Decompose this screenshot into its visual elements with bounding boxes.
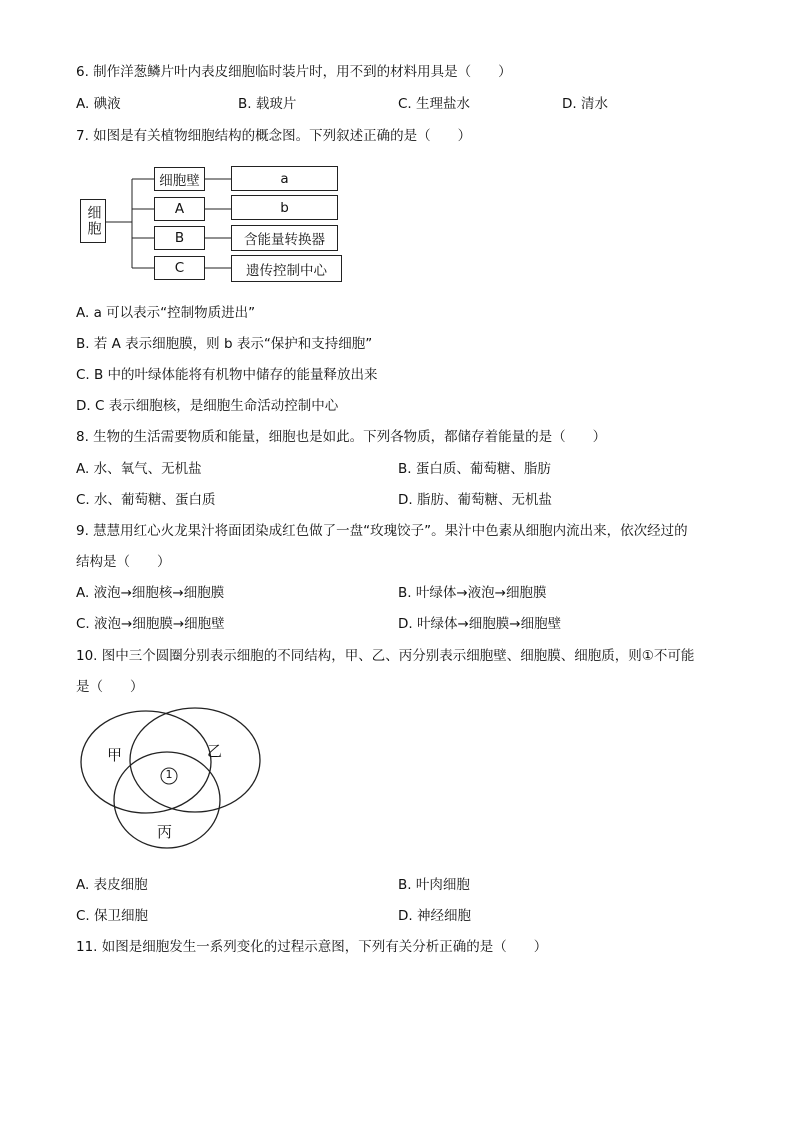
q8-stem: 8. 生物的生活需要物质和能量，细胞也是如此。下列各物质，都储存着能量的是（ ） <box>76 429 607 445</box>
q7-stem: 7. 如图是有关植物细胞结构的概念图。下列叙述正确的是（ ） <box>76 128 472 144</box>
venn-label-bing: 丙 <box>157 823 173 841</box>
q8-option-b: B. 蛋白质、葡萄糖、脂肪 <box>398 461 551 477</box>
concept-diagram-connectors <box>0 0 794 300</box>
q6-option-b: B. 载玻片 <box>238 96 297 112</box>
venn-label-jia: 甲 <box>107 746 123 764</box>
q10-option-a: A. 表皮细胞 <box>76 877 148 893</box>
q9-stem-line2: 结构是（ ） <box>76 554 171 570</box>
q8-option-a: A. 水、氧气、无机盐 <box>76 461 202 477</box>
q10-option-d: D. 神经细胞 <box>398 908 471 924</box>
q10-stem-line2: 是（ ） <box>76 679 144 695</box>
q8-option-d: D. 脂肪、葡萄糖、无机盐 <box>398 492 552 508</box>
q9-option-c: C. 液泡→细胞膜→细胞壁 <box>76 616 225 632</box>
q9-option-a: A. 液泡→细胞核→细胞膜 <box>76 585 225 601</box>
q6-option-c: C. 生理盐水 <box>398 96 471 112</box>
q6-option-d: D. 清水 <box>562 96 608 112</box>
q10-stem-line1: 10. 图中三个圆圈分别表示细胞的不同结构，甲、乙、丙分别表示细胞壁、细胞膜、细胞质，则①不可能 <box>76 648 695 664</box>
diagram-box-energy-converter: 含能量转换器 <box>231 225 338 251</box>
venn-center-digit: 1 <box>165 768 173 781</box>
q9-option-b: B. 叶绿体→液泡→细胞膜 <box>398 585 547 601</box>
q10-option-c: C. 保卫细胞 <box>76 908 149 924</box>
q9-option-d: D. 叶绿体→细胞膜→细胞壁 <box>398 616 562 632</box>
q10-option-b: B. 叶肉细胞 <box>398 877 470 893</box>
diagram-root-cell <box>80 199 106 243</box>
diagram-box-lower-a: a <box>231 166 338 191</box>
q7-option-b: B. 若 A 表示细胞膜，则 b 表示“保护和支持细胞” <box>76 336 373 352</box>
diagram-box-c: C <box>154 256 205 280</box>
diagram-box-cell-wall: 细胞壁 <box>154 167 205 191</box>
q8-option-c: C. 水、葡萄糖、蛋白质 <box>76 492 216 508</box>
q6-stem: 6. 制作洋葱鳞片叶内表皮细胞临时装片时，用不到的材料用具是（ ） <box>76 64 512 80</box>
q7-option-a: A. a 可以表示“控制物质进出” <box>76 305 256 321</box>
q7-option-d: D. C 表示细胞核，是细胞生命活动控制中心 <box>76 398 339 414</box>
diagram-box-lower-b: b <box>231 195 338 220</box>
diagram-box-b: B <box>154 226 205 250</box>
q11-stem: 11. 如图是细胞发生一系列变化的过程示意图，下列有关分析正确的是（ ） <box>76 939 548 955</box>
q6-option-a: A. 碘液 <box>76 96 121 112</box>
diagram-root-label: 细胞 <box>85 205 102 237</box>
q7-option-c: C. B 中的叶绿体能将有机物中储存的能量释放出来 <box>76 367 378 383</box>
q9-stem-line1: 9. 慧慧用红心火龙果汁将面团染成红色做了一盘“玫瑰饺子”。果汁中色素从细胞内流出来，依次经过的 <box>76 523 688 539</box>
diagram-box-a: A <box>154 197 205 221</box>
venn-label-yi: 乙 <box>207 742 223 760</box>
diagram-box-genetic-center: 遗传控制中心 <box>231 255 342 282</box>
